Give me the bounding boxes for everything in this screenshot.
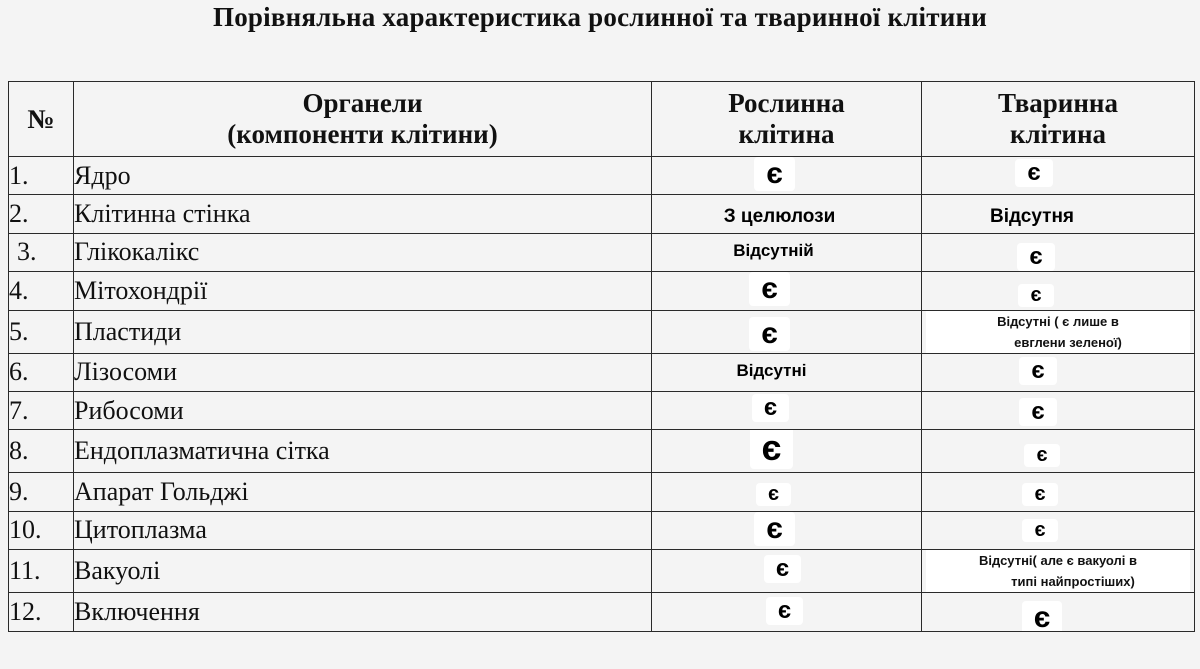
animal-cell-value bbox=[922, 353, 1195, 391]
header-animal-line2: клітина bbox=[1009, 119, 1107, 149]
header-organelle bbox=[74, 82, 652, 157]
animal-cell-value bbox=[922, 473, 1195, 511]
plant-value-text: є bbox=[764, 555, 801, 583]
organelle-name: Лізосоми bbox=[74, 353, 652, 391]
organelle-name: Апарат Гольджі bbox=[74, 473, 652, 511]
row-number: 3. bbox=[9, 233, 74, 271]
plant-cell-value bbox=[652, 511, 922, 549]
plant-value-text: є bbox=[756, 483, 791, 506]
animal-note bbox=[926, 311, 1190, 353]
animal-value-text: є bbox=[1018, 284, 1053, 307]
animal-cell-value bbox=[922, 550, 1195, 593]
organelle-name: Ядро bbox=[74, 157, 652, 195]
plant-value-text: є bbox=[766, 597, 803, 625]
plant-value-text: є bbox=[754, 512, 795, 546]
animal-value-text: є bbox=[1024, 444, 1059, 467]
header-plant bbox=[652, 82, 922, 157]
organelle-name: Рибосоми bbox=[74, 391, 652, 429]
animal-value-text: є bbox=[1015, 159, 1052, 187]
header-organelle-line2: (компоненти клітини) bbox=[227, 119, 498, 149]
organelle-name: Вакуолі bbox=[74, 550, 652, 593]
organelle-name: Глікокалікс bbox=[74, 233, 652, 271]
table-row bbox=[9, 391, 1195, 429]
animal-cell-value bbox=[922, 430, 1195, 473]
animal-cell-value bbox=[922, 272, 1195, 310]
organelle-name: Цитоплазма bbox=[74, 511, 652, 549]
plant-value-text: є bbox=[752, 394, 789, 422]
header-plant-line1: Рослинна bbox=[728, 88, 845, 118]
animal-cell-value bbox=[922, 157, 1195, 195]
row-number: 9. bbox=[9, 473, 74, 511]
plant-cell-value bbox=[652, 473, 922, 511]
table-row bbox=[9, 353, 1195, 391]
row-number: 1. bbox=[9, 157, 74, 195]
plant-cell-value bbox=[652, 550, 922, 593]
page-title: Порівняльна характеристика рослинної та тваринної клітини bbox=[213, 2, 987, 32]
animal-cell-value bbox=[922, 593, 1195, 631]
table-row bbox=[9, 473, 1195, 511]
table-row bbox=[9, 430, 1195, 473]
plant-value-text: З целюлози bbox=[723, 206, 836, 228]
plant-cell-value bbox=[652, 430, 922, 473]
animal-note-line2: евглени зеленої) bbox=[1014, 334, 1122, 350]
plant-cell-value bbox=[652, 157, 922, 195]
animal-note-line2: типі найпростіших) bbox=[1011, 574, 1135, 590]
animal-value-text: є bbox=[1019, 357, 1056, 385]
table-row bbox=[9, 195, 1195, 233]
animal-cell-value bbox=[922, 233, 1195, 271]
header-animal-line1: Тваринна bbox=[998, 88, 1118, 118]
table-row bbox=[9, 272, 1195, 310]
animal-value-text: є bbox=[1017, 243, 1054, 271]
plant-cell-value bbox=[652, 272, 922, 310]
row-number: 6. bbox=[9, 353, 74, 391]
row-number: 10. bbox=[9, 511, 74, 549]
plant-value-text: є bbox=[749, 317, 790, 351]
animal-note-line1: Відсутні( але є вакуолі в bbox=[979, 553, 1137, 569]
plant-value-text: є bbox=[749, 272, 790, 306]
plant-cell-value bbox=[652, 233, 922, 271]
table-row bbox=[9, 550, 1195, 593]
table-row bbox=[9, 310, 1195, 353]
animal-cell-value bbox=[922, 310, 1195, 353]
plant-cell-value bbox=[652, 310, 922, 353]
animal-value-text: є bbox=[1022, 519, 1057, 542]
plant-value-text: Відсутній bbox=[733, 241, 814, 261]
header-animal bbox=[922, 82, 1195, 157]
header-plant-line2: клітина bbox=[738, 119, 835, 149]
plant-cell-value bbox=[652, 391, 922, 429]
header-num: № bbox=[9, 82, 74, 157]
organelle-name: Пластиди bbox=[74, 310, 652, 353]
organelle-name: Мітохондрії bbox=[74, 272, 652, 310]
animal-value-text: є bbox=[1019, 398, 1056, 426]
animal-note bbox=[926, 550, 1190, 592]
row-number: 11. bbox=[9, 550, 74, 593]
plant-cell-value bbox=[652, 353, 922, 391]
animal-cell-value bbox=[922, 195, 1195, 233]
row-number: 12. bbox=[9, 593, 74, 631]
plant-value-text: є bbox=[750, 430, 794, 470]
table-row bbox=[9, 157, 1195, 195]
row-number: 5. bbox=[9, 310, 74, 353]
row-number: 2. bbox=[9, 195, 74, 233]
animal-value-text: Відсутня bbox=[989, 206, 1075, 228]
organelle-name: Включення bbox=[74, 593, 652, 631]
table-row bbox=[9, 511, 1195, 549]
row-number: 8. bbox=[9, 430, 74, 473]
animal-value-text: є bbox=[1022, 483, 1057, 506]
table-header-row bbox=[9, 82, 1195, 157]
plant-value-text: є bbox=[754, 157, 795, 191]
row-number: 4. bbox=[9, 272, 74, 310]
animal-value-text: є bbox=[1022, 601, 1063, 631]
animal-note-line1: Відсутні ( є лише в bbox=[997, 313, 1119, 329]
plant-cell-value bbox=[652, 593, 922, 631]
organelle-name: Ендоплазматична сітка bbox=[74, 430, 652, 473]
plant-value-text: Відсутні bbox=[736, 361, 807, 381]
table-row bbox=[9, 233, 1195, 271]
table-row bbox=[9, 593, 1195, 631]
comparison-table bbox=[8, 81, 1195, 632]
plant-cell-value bbox=[652, 195, 922, 233]
organelle-name: Клітинна стінка bbox=[74, 195, 652, 233]
animal-cell-value bbox=[922, 511, 1195, 549]
animal-cell-value bbox=[922, 391, 1195, 429]
header-organelle-line1: Органели bbox=[302, 88, 423, 118]
row-number: 7. bbox=[9, 391, 74, 429]
